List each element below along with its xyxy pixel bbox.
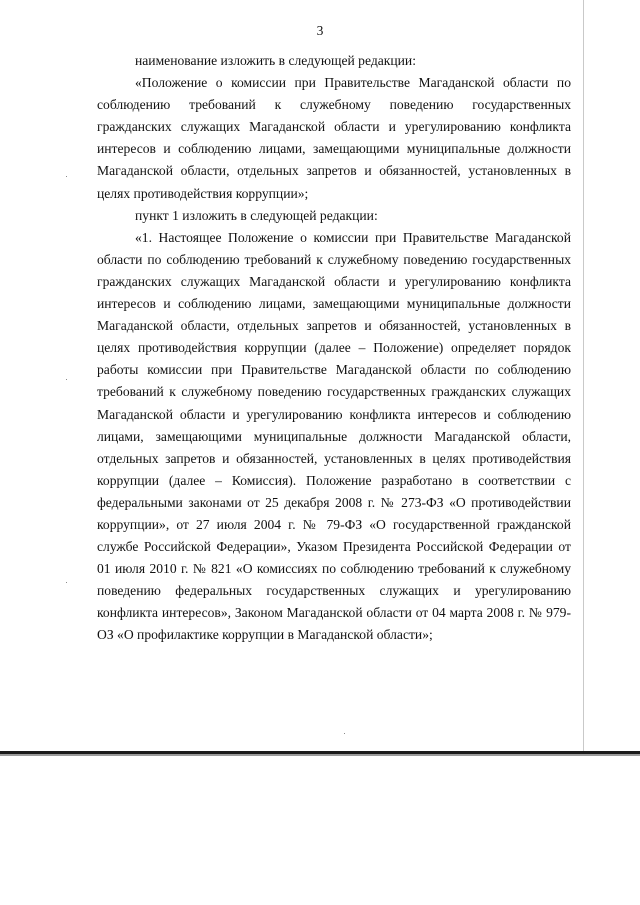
scan-bottom-edge-shadow [0, 754, 640, 756]
paragraph-point1-intro: пункт 1 изложить в следующей редакции: [135, 207, 378, 223]
scan-right-edge [583, 0, 584, 755]
scan-speck [66, 582, 67, 583]
scan-speck [344, 733, 345, 734]
paragraph-point1-text: «1. Настоящее Положение о комиссии при Правительстве Магаданской области по соблюдению требований к служебному поведению государственных гражданских служащих Магаданской области и урегулированию конфликта интересов и соблюдению лицами, замещающими муниципальные должности Магаданской области, отдельных запретов и обязанностей, установленных в целях противодействия коррупции (далее – Положение) определяет порядок работы комиссии при Правительстве Магаданской области по соблюдению требований к служебному поведению государственных гражданских служащих Магаданской области и урегулированию конфликта интересов и соблюдению лицами, замещающими муниципальные должности Магаданской области, отдельных запретов и обязанностей, установленных в целях противодействия коррупции (далее – Комиссия). Положение разработано в соответствии с федеральными законами от 25 декабря 2008 г. № 273-ФЗ «О противодействии коррупции», от 27 июля 2004 г. № 79-ФЗ «О государственной гражданской службе Российской Федерации», Указом Президента Российской Федерации от 01 июля 2010 г. № 821 «О комиссиях по соблюдению требований к служебному поведению федеральных государственных служащих и урегулированию конфликта интересов», Законом Магаданской области от 04 марта 2008 г. № 979-ОЗ «О профилактике коррупции в Магаданской области»; [97, 229, 571, 643]
paragraph-regulation-title: «Положение о комиссии при Правительстве Магаданской области по соблюдению требований к служебному поведению государственных гражданских служащих Магаданской области и урегулированию конфликта интересов и соблюдению лицами, замещающими муниципальные должности Магаданской области, отдельных запретов и обязанностей, установленных в целях противодействия коррупции»; [97, 75, 571, 201]
document-body [97, 50, 571, 647]
scan-speck [66, 176, 67, 177]
page-number: 3 [316, 23, 324, 38]
scan-speck [66, 379, 67, 380]
paragraph-naming-intro: наименование изложить в следующей редакции: [135, 53, 416, 68]
